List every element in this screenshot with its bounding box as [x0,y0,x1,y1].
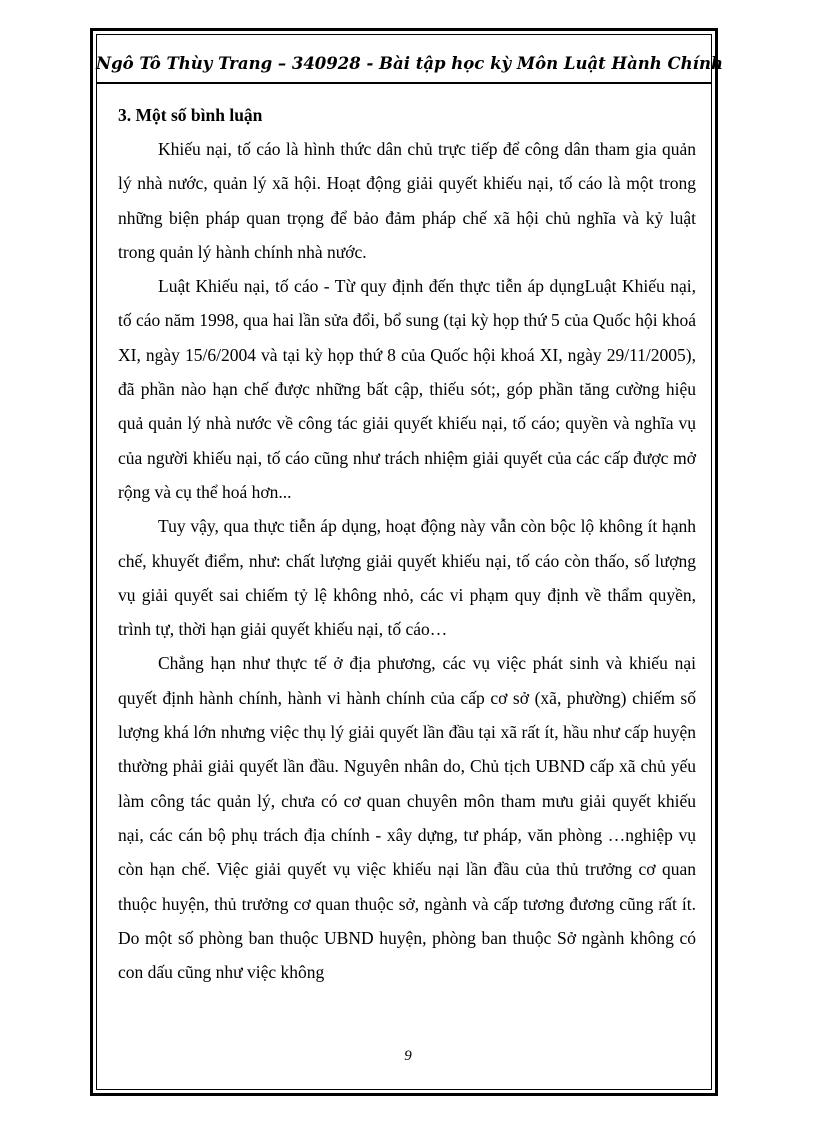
section-heading: 3. Một số bình luận [118,105,263,125]
header-divider [96,82,712,84]
paragraph-2: Luật Khiếu nại, tố cáo - Từ quy định đến thực tiễn áp dụngLuật Khiếu nại, tố cáo năm 1998, qua hai lần sửa đổi, bổ sung (tại kỳ họp thứ 5 của Quốc hội khoá XI, ngày 15/6/2004 và tại kỳ họp thứ 8 của Quốc hội khoá XI, ngày 29/11/2005), đã phần nào hạn chế được những bất cập, thiếu sót;, góp phần tăng cường hiệu quả quản lý nhà nước về công tác giải quyết khiếu nại, tố cáo; quyền và nghĩa vụ của người khiếu nại, tố cáo cũng như trách nhiệm giải quyết của các cấp được mở rộng và cụ thể hoá hơn... [118,276,696,502]
paragraph-4: Chẳng hạn như thực tế ở địa phương, các vụ việc phát sinh và khiếu nại quyết định hành chính, hành vi hành chính của cấp cơ sở (xã, phường) chiếm số lượng khá lớn nhưng việc thụ lý giải quyết lần đầu tại xã rất ít, hầu như cấp huyện thường phải giải quyết lần đầu. Nguyên nhân do, Chủ tịch UBND cấp xã chủ yếu làm công tác quản lý, chưa có cơ quan chuyên môn tham mưu giải quyết khiếu nại, các cán bộ phụ trách địa chính - xây dựng, tư pháp, văn phòng …nghiệp vụ còn hạn chế. Việc giải quyết vụ việc khiếu nại lần đầu của thủ trưởng cơ quan thuộc huyện, thủ trưởng cơ quan thuộc sở, ngành và cấp tương đương cũng rất ít. Do một số phòng ban thuộc UBND huyện, phòng ban thuộc Sở ngành không có con dấu cũng như việc không [118,653,696,983]
document-body [118,98,696,989]
page-number: 9 [404,1048,412,1064]
running-header: Ngô Tô Thùy Trang – 340928 - Bài tập học kỳ Môn Luật Hành Chính [96,54,723,73]
paragraph-1: Khiếu nại, tố cáo là hình thức dân chủ trực tiếp để công dân tham gia quản lý nhà nước, quản lý xã hội. Hoạt động giải quyết khiếu nại, tố cáo là một trong những biện pháp quan trọng để bảo đảm pháp chế xã hội chủ nghĩa và kỷ luật trong quản lý hành chính nhà nước. [118,139,696,262]
paragraph-3: Tuy vậy, qua thực tiễn áp dụng, hoạt động này vẫn còn bộc lộ không ít hạnh chế, khuyết điểm, như: chất lượng giải quyết khiếu nại, tố cáo còn thấo, số lượng vụ giải quyết sai chiếm tỷ lệ không nhỏ, các vi phạm quy định về thẩm quyền, trình tự, thời hạn giải quyết khiếu nại, tố cáo… [118,516,696,640]
